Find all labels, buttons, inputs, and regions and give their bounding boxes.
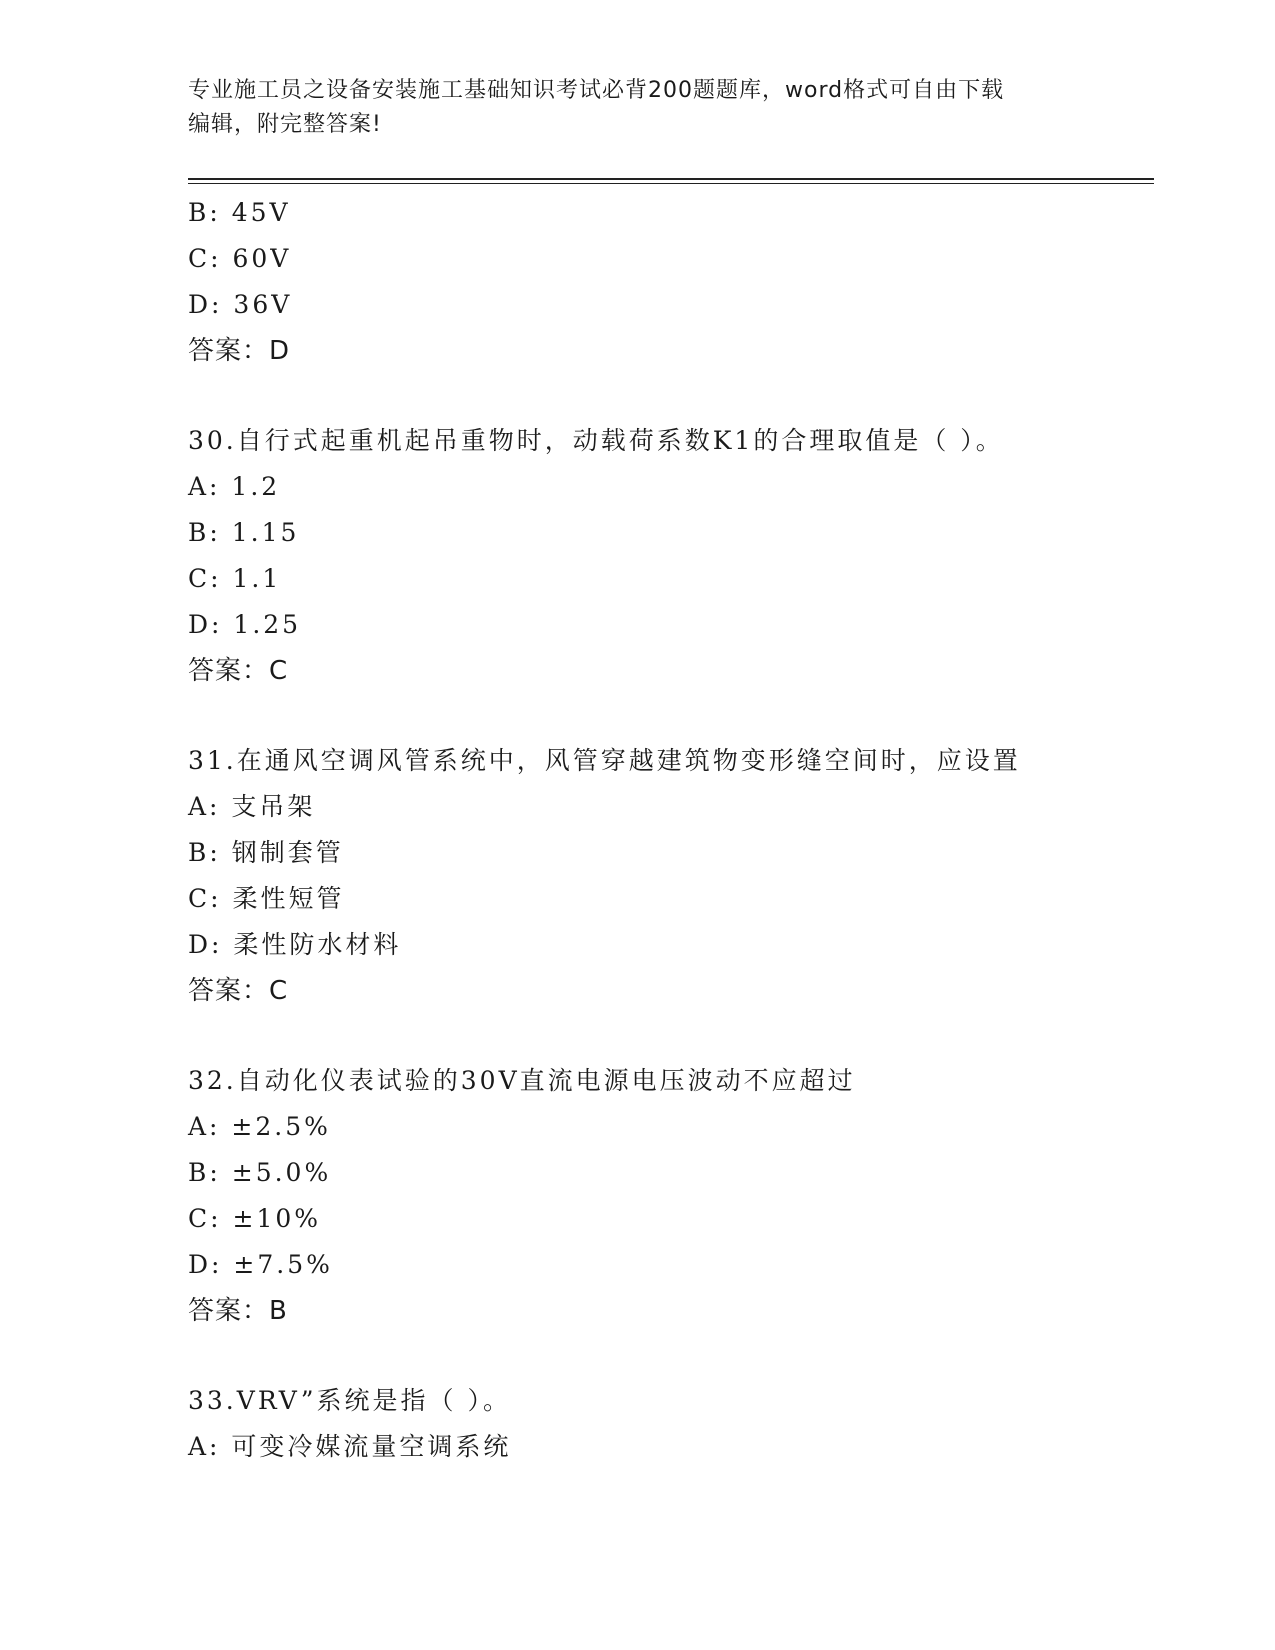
question-text: 30.自行式起重机起吊重物时，动载荷系数K1的合理取值是（ ）。 bbox=[188, 426, 1004, 455]
question-list bbox=[188, 190, 1154, 1470]
option-c: C: 1.1 bbox=[188, 564, 282, 593]
option-b: B: 1.15 bbox=[188, 518, 300, 547]
option-d: D: 36V bbox=[188, 290, 293, 319]
option-d: D: 柔性防水材料 bbox=[188, 930, 402, 959]
option-c: C: 60V bbox=[188, 244, 292, 273]
question-text: 32.自动化仪表试验的30V直流电源电压波动不应超过 bbox=[188, 1066, 856, 1095]
header-divider bbox=[188, 178, 1154, 184]
question-30 bbox=[188, 418, 1154, 694]
option-d: D: ±7.5% bbox=[188, 1250, 333, 1279]
option-a: A: ±2.5% bbox=[188, 1112, 331, 1141]
question-text: 33.VRV”系统是指（ ）。 bbox=[188, 1386, 511, 1415]
question-text: 31.在通风空调风管系统中，风管穿越建筑物变形缝空间时，应设置 bbox=[188, 746, 1021, 775]
option-c: C: 柔性短管 bbox=[188, 884, 345, 913]
option-a: A: 可变冷媒流量空调系统 bbox=[188, 1432, 512, 1461]
option-c: C: ±10% bbox=[188, 1204, 322, 1233]
question-29 bbox=[188, 190, 1154, 374]
answer: 答案：B bbox=[188, 1296, 288, 1326]
option-d: D: 1.25 bbox=[188, 610, 302, 639]
answer: 答案：D bbox=[188, 336, 291, 366]
header-line-1: 专业施工员之设备安装施工基础知识考试必背200题题库，word格式可自由下载 bbox=[188, 78, 1005, 103]
answer: 答案：C bbox=[188, 976, 289, 1006]
document-header bbox=[188, 74, 1088, 142]
option-b: B: 钢制套管 bbox=[188, 838, 344, 867]
option-a: A: 支吊架 bbox=[188, 792, 316, 821]
header-line-2: 编辑，附完整答案! bbox=[188, 112, 382, 137]
option-a: A: 1.2 bbox=[188, 472, 281, 501]
answer: 答案：C bbox=[188, 656, 289, 686]
option-b: B: ±5.0% bbox=[188, 1158, 332, 1187]
question-31 bbox=[188, 738, 1154, 1014]
question-33 bbox=[188, 1378, 1154, 1470]
option-b: B: 45V bbox=[188, 198, 291, 227]
question-32 bbox=[188, 1058, 1154, 1334]
